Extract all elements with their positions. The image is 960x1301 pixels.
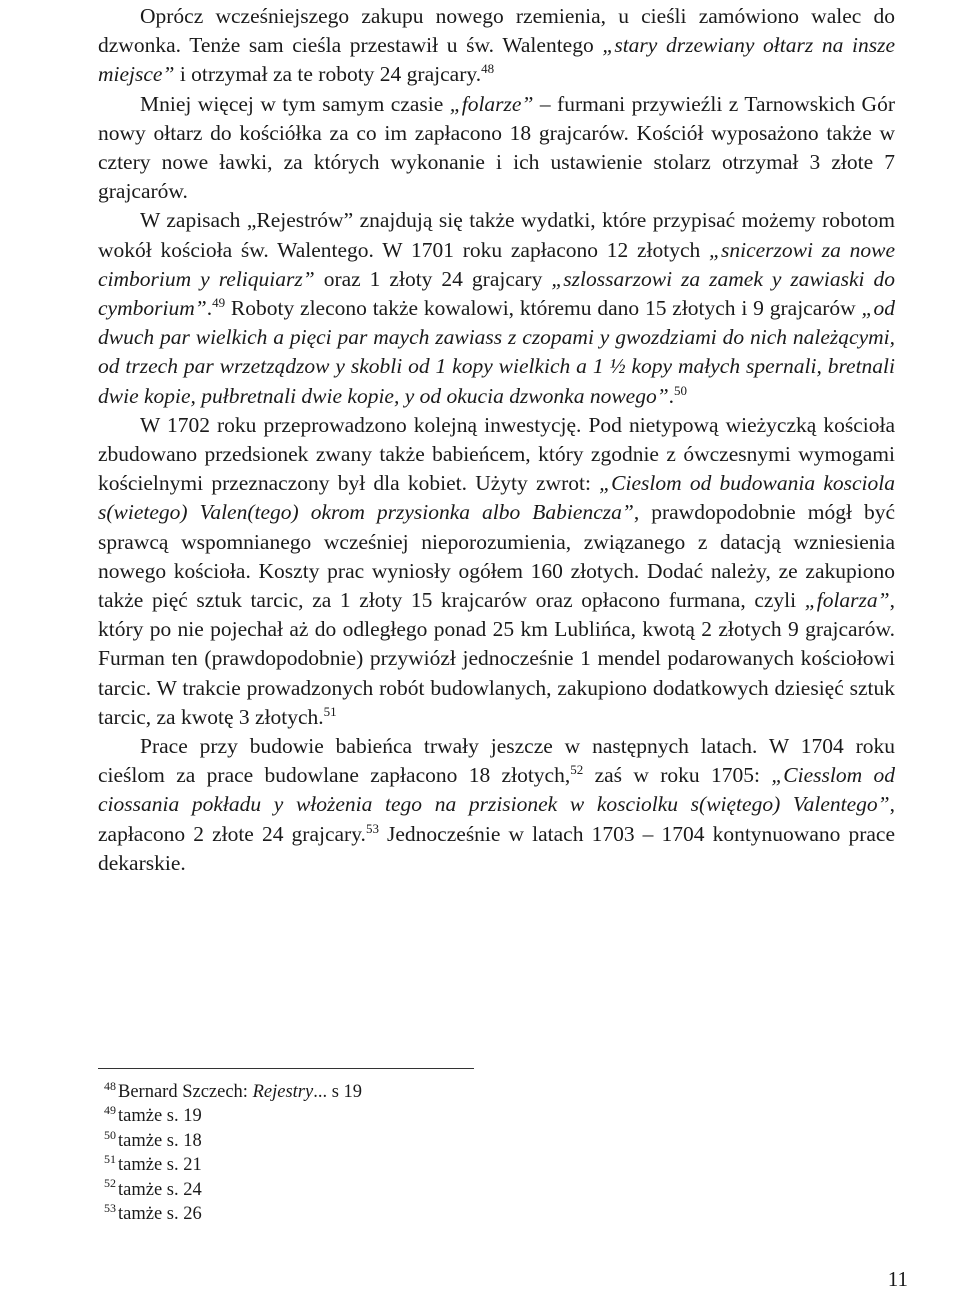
footnote-reference: 48 xyxy=(481,61,495,77)
italic-quote: „folarze” xyxy=(449,91,534,116)
text-run: Roboty zlecono także kowalowi, któremu dano 15 złotych i 9 grajcarów xyxy=(225,296,862,321)
footnote-reference: 51 xyxy=(323,703,337,719)
text-run: i otrzymał za te roboty 24 grajcary. xyxy=(174,62,482,87)
italic-quote: „Ciesslom od ciossania pokładu y włożenia tego na przisionek w kosciolku s(więtego) Valentego” xyxy=(98,763,895,817)
italic-quote: „stary drzewiany ołtarz na insze miejsce” xyxy=(98,33,895,87)
text-run: oraz 1 złoty 24 grajcary xyxy=(314,266,552,291)
footnote-reference: 50 xyxy=(674,382,688,398)
text-run: zaś w roku 1705: xyxy=(583,763,772,788)
footnote xyxy=(104,1104,604,1128)
paragraph xyxy=(98,2,895,90)
text-run: Bernard Szczech: xyxy=(118,1082,253,1102)
italic-quote: „folarza” xyxy=(804,588,890,613)
footnote-reference: 53 xyxy=(365,820,379,836)
italic-quote: „snicerzowi za nowe cimborium y reliquiarz” xyxy=(98,237,895,291)
text-run: – furmani przywieźli z Tarnowskich Gór nowy ołtarz do kościółka za co im zapłacono 18 grajcarów. Kościół wyposażono także w cztery nowe ławki, za których wykonanie i ich ustawienie stolarz otrzymał 3 złote 7 grajcarów. xyxy=(98,91,895,204)
text-run: W 1702 roku przeprowadzono kolejną inwestycję. Pod nietypową wieżyczką kościoła zbudowano przedsionek zwany także babieńcem, który zgodnie z ówczesnymi wymogami kościelnymi przeznaczony był dla kobiet. Użyty zwrot: xyxy=(98,412,895,496)
footnote-number: 51 xyxy=(104,1152,116,1167)
text-run: , zapłacono 2 złote 24 grajcary. xyxy=(98,792,895,846)
text-run: tamże s. 24 xyxy=(118,1179,202,1200)
footnotes xyxy=(104,1080,604,1226)
paragraph xyxy=(98,90,895,207)
text-run: W zapisach „Rejestrów” znajdują się także wydatki, które przypisać możemy robotom wokół kościoła św. Walentego. W 1701 roku zapłacono 12 złotych xyxy=(98,208,895,262)
footnote-number: 52 xyxy=(104,1176,116,1191)
paragraph xyxy=(98,411,895,732)
text-run: , prawdopodobnie mógł być sprawcą wspomnianego wcześniej nieporozumienia, związanego z datacją wzniesienia nowego kościoła. Koszty prac wyniosły ogółem 160 złotych. Dodać należy, ze zakupiono także pięć sztuk tarcic, za 1 złoty 15 krajcarów oraz opłacono furmana, czyli xyxy=(98,500,895,613)
footnote-number: 53 xyxy=(104,1200,116,1215)
italic-quote: „od dwuch par wielkich a pięci par maych zawiass z czopami y gwozdziami do nich należącymi, od trzech par wrzetządzow y skobli od 1 kopy wielkich a 1 ½ kopy małych spernali, bretnali dwie kopie, pułbretnali dwie kopie, y od okucia dzwonka nowego” xyxy=(98,296,895,408)
footnote xyxy=(104,1202,604,1226)
footnote-reference: 49 xyxy=(212,294,226,310)
footnote xyxy=(104,1080,604,1104)
text-run: Oprócz wcześniejszego zakupu nowego rzemienia, u cieśli zamówiono walec do dzwonka. Tenże sam cieśla przestawił u św. Walentego xyxy=(98,4,895,58)
text-run: , który po nie pojechał aż do odległego ponad 25 km Lublińca, kwotą 2 złotych 9 grajcarów. Furman ten (prawdopodobnie) przywiózł jednocześnie 1 mendel podarowanych kościołowi tarcic. W trakcie prowadzonych robót budowlanych, zakupiono dodatkowych dziesięć sztuk tarcic, za kwotę 3 złotych. xyxy=(98,588,895,729)
footnote xyxy=(104,1153,604,1177)
text-run: ... s 19 xyxy=(313,1082,363,1102)
footnote-number: 49 xyxy=(104,1103,116,1118)
text-run: tamże s. 18 xyxy=(118,1130,202,1151)
text-run: tamże s. 26 xyxy=(118,1204,202,1225)
text-run: Mniej więcej w tym samym czasie xyxy=(140,91,450,116)
footnote xyxy=(104,1129,604,1153)
text-run: Prace przy budowie babieńca trwały jeszcze w następnych latach. W 1704 roku cieślom za prace budowlane zapłacono 18 złotych, xyxy=(98,734,895,788)
footnote-reference: 52 xyxy=(570,762,584,778)
text-run: tamże s. 19 xyxy=(118,1106,202,1127)
footnote-number: 48 xyxy=(104,1078,116,1093)
paragraph xyxy=(98,206,895,410)
page-number: 11 xyxy=(887,1267,908,1291)
text-run: . xyxy=(668,383,675,408)
italic-quote: „szlossarzowi za zamek y zawiaski do cymborium” xyxy=(98,266,895,321)
paragraph xyxy=(98,732,895,878)
text-run: . xyxy=(206,296,213,321)
italic-quote: „Cieslom od budowania kosciola s(wietego) Valen(tego) okrom przysionka albo Babiencza” xyxy=(98,471,895,525)
footnote-separator xyxy=(98,1068,474,1069)
italic-quote: Rejestry xyxy=(252,1082,314,1102)
text-run: tamże s. 21 xyxy=(118,1155,202,1176)
text-run: Jednocześnie w latach 1703 – 1704 kontynuowano prace dekarskie. xyxy=(98,821,895,875)
footnote-number: 50 xyxy=(104,1127,116,1142)
main-text xyxy=(98,2,895,878)
footnote xyxy=(104,1178,604,1202)
